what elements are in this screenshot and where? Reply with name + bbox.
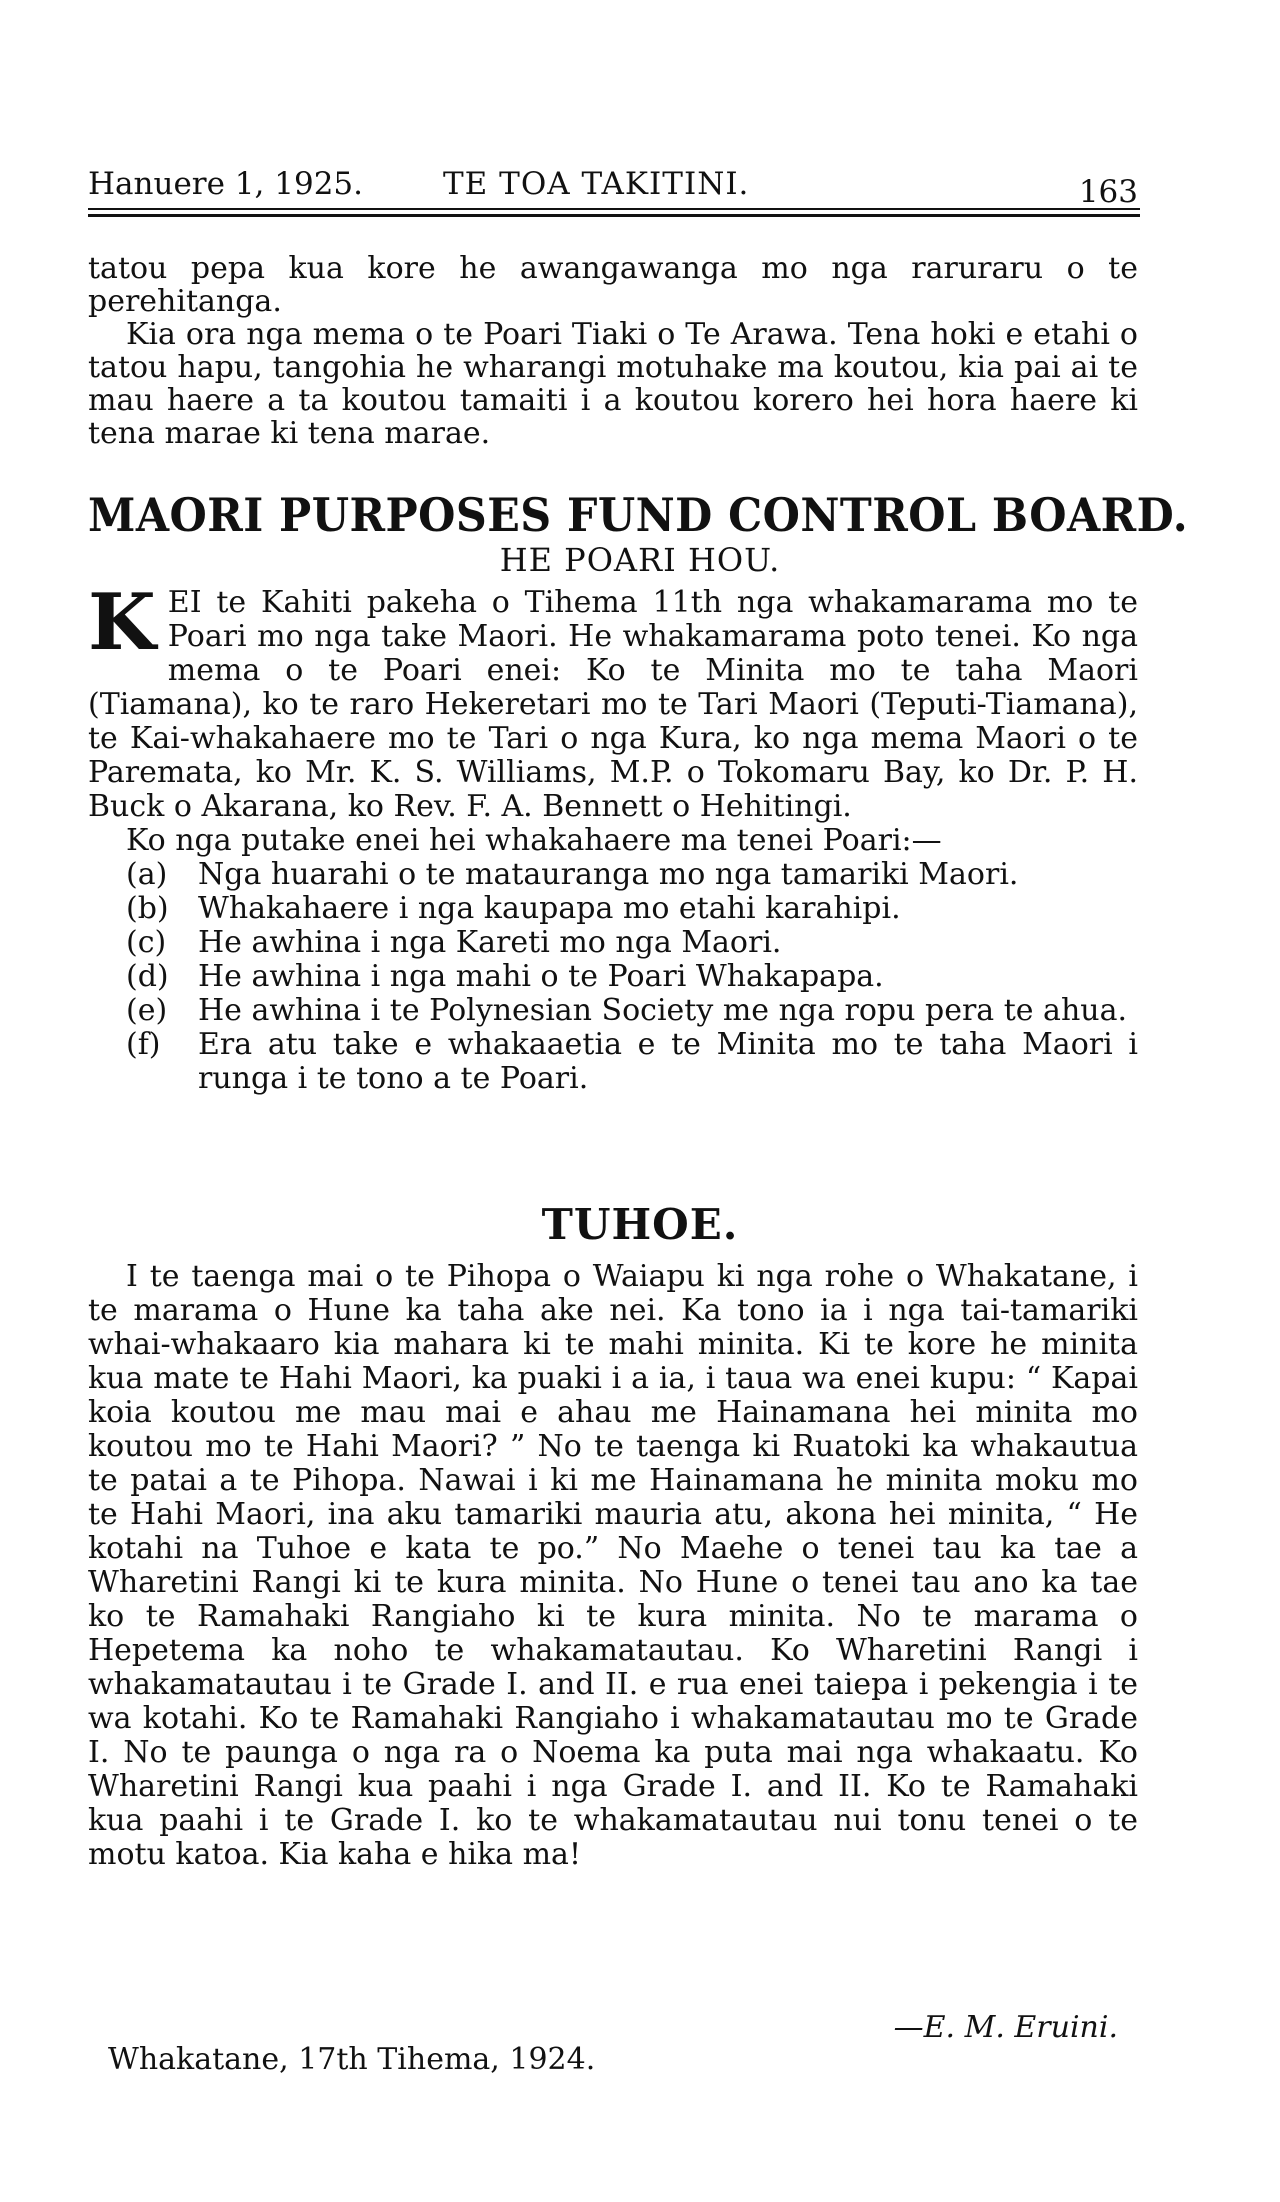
list-item-label: (d) — [126, 959, 169, 994]
list-item — [88, 960, 1138, 994]
intro-paragraph: tatou pepa kua kore he awangawanga mo nga raruraru o te perehitanga. — [88, 251, 1138, 319]
section-heading — [88, 488, 1189, 542]
list-item-label: (f) — [126, 1027, 161, 1062]
header-rule-thin — [88, 208, 1140, 210]
list-item-text: Nga huarahi o te matauranga mo nga tamariki Maori. — [198, 857, 1019, 892]
list-item-text: He awhina i te Polynesian Society me nga ropu pera te ahua. — [198, 993, 1128, 1028]
tuhoe-paragraph: I te taenga mai o te Pihopa o Waiapu ki nga rohe o Whakatane, i te marama o Hune ka taha ake nei. Ka tono ia i nga tai-tamariki whai-whakaaro kia mahara ki te mahi minita. Ki te kore he minita kua mate te Hahi Maori, ka puaki i a ia, i taua wa enei kupu: “ Kapai koia koutou me mau mai e ahau me Hainamana hei minita mo koutou mo te Hahi Maori? ” No te taenga ki Ruatoki ka whakautua te patai a te Pihopa. Nawai i ki me Hainamana he minita moku mo te Hahi Maori, ina aku tamariki mauria atu, akona hei minita, “ He kotahi na Tuhoe e kata te po.” No Maehe o tenei tau ka tae a Wharetini Rangi ki te kura minita. No Hune o tenei tau ano ka tae ko te Ramahaki Rangiaho ki te kura minita. No te marama o Hepetema ka noho te whakamatautau. Ko Wharetini Rangi i whakamatautau i te Grade I. and II. e rua enei taiepa i pekengia i te wa kotahi. Ko te Ramahaki Rangiaho i whakamatautau mo te Grade I. No te paunga o nga ra o Noema ka puta mai nga whakaatu. Ko Wharetini Rangi kua paahi i nga Grade I. and II. Ko te Ramahaki kua paahi i te Grade I. ko te whakamatautau nui tonu tenei o te motu katoa. Kia kaha e hika ma! — [88, 1259, 1138, 1872]
list-item — [88, 1028, 1138, 1096]
list-item-text: He awhina i nga mahi o te Poari Whakapapa. — [198, 959, 884, 994]
list-item-label: (b) — [126, 891, 169, 926]
page-number: 163 — [1078, 174, 1138, 210]
board-paragraph — [88, 577, 1138, 824]
list-item — [88, 858, 1138, 892]
list-item-label: (c) — [126, 925, 167, 960]
article-footer — [88, 2010, 1138, 2090]
header-title: TE TOA TAKITINI. — [443, 166, 750, 202]
tuhoe-section — [88, 1260, 1138, 1872]
drop-cap: K — [88, 577, 156, 668]
intro-text — [88, 252, 1138, 450]
list-item-label: (e) — [126, 993, 168, 1028]
board-section — [88, 577, 1138, 1096]
list-item-text: He awhina i nga Kareti mo nga Maori. — [198, 925, 782, 960]
intro-paragraph: Kia ora nga mema o te Poari Tiaki o Te Arawa. Tena hoki e etahi o tatou hapu, tangohia he wharangi motuhake ma koutou, kia pai ai te mau haere a ta koutou tamaiti i a koutou korero hei hora haere ki tena marae ki tena marae. — [88, 317, 1138, 451]
list-item — [88, 892, 1138, 926]
header-date: Hanuere 1, 1925. — [88, 166, 363, 202]
place-date: Whakatane, 17th Tihema, 1924. — [108, 2042, 596, 2077]
list-item — [88, 994, 1138, 1028]
author-signature: —E. M. Eruini. — [893, 2010, 1118, 2045]
section-heading-text: MAORI PURPOSES FUND CONTROL BOARD. — [88, 488, 1189, 542]
purposes-list — [88, 858, 1138, 1096]
running-header — [88, 160, 1138, 210]
tuhoe-heading: TUHOE. — [541, 1200, 739, 1249]
section-subheading: HE POARI HOU. — [499, 541, 781, 579]
header-rule-thick — [88, 214, 1140, 217]
board-paragraph-text: EI te Kahiti pakeha o Tihema 11th nga whakamarama mo te Poari mo nga take Maori. He whakamarama poto tenei. Ko nga mema o te Poari enei: Ko te Minita mo te taha Maori (Tiamana), ko te raro Hekeretari mo te Tari Maori (Teputi-Tiamana), te Kai-whakahaere mo te Tari o nga Kura, ko nga mema Maori o te Paremata, ko Mr. K. S. Williams, M.P. o Tokomaru Bay, ko Dr. P. H. Buck o Akarana, ko Rev. F. A. Bennett o Hehitingi. — [88, 585, 1138, 824]
purposes-intro: Ko nga putake enei hei whakahaere ma tenei Poari:— — [126, 823, 942, 858]
list-item — [88, 926, 1138, 960]
list-item-label: (a) — [126, 857, 168, 892]
list-item-text: Era atu take e whakaaetia e te Minita mo te taha Maori i runga i te tono a te Poari. — [198, 1027, 1138, 1096]
list-item-text: Whakahaere i nga kaupapa mo etahi karahipi. — [198, 891, 901, 926]
